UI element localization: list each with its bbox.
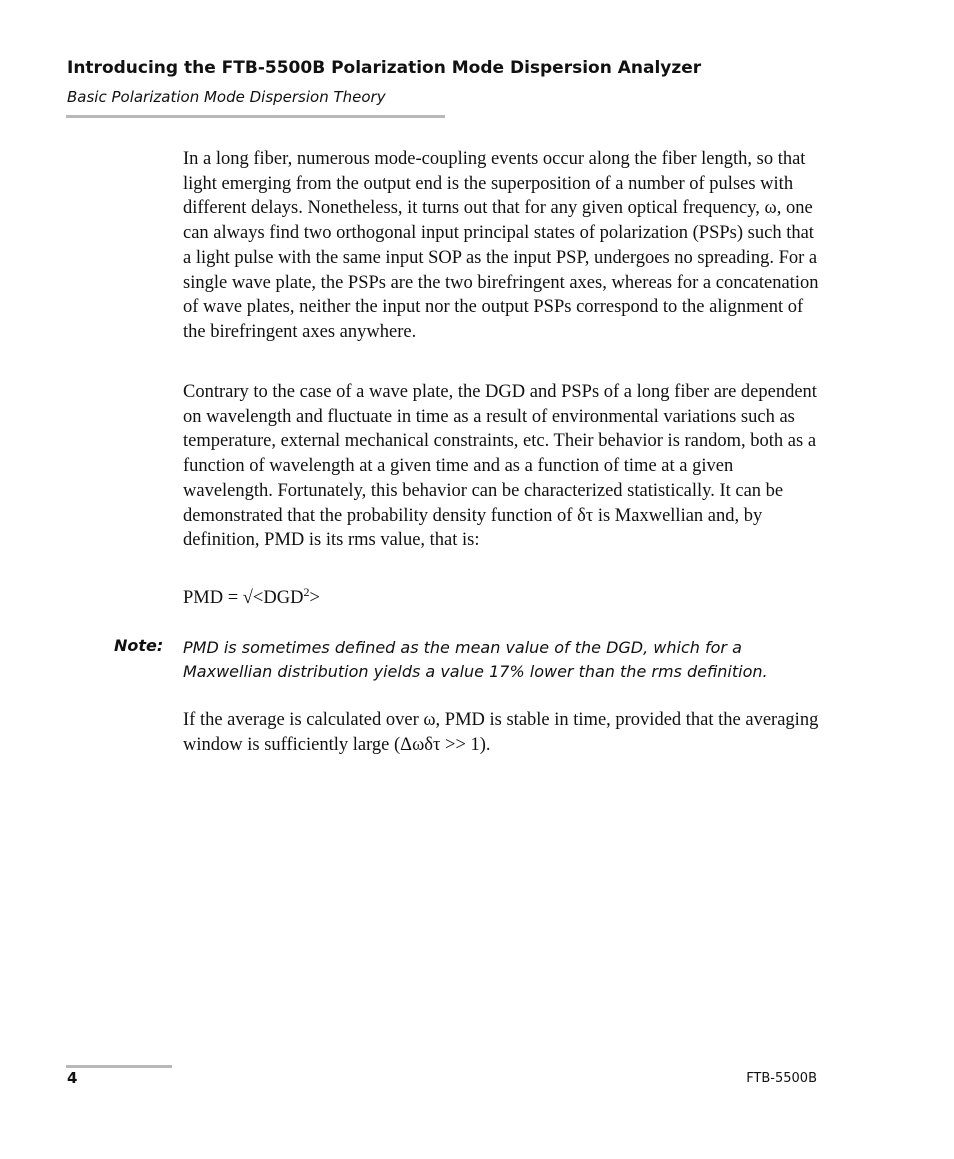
formula-end: > [309, 588, 320, 608]
paragraph-text: Contrary to the case of a wave plate, the DGD and PSPs of a long fiber are dependent on wavelength and fluctuate in time as a result of environmental variations such as temperature, external mechanical constraints, etc. Their behavior is random, both as a function of wavelength at a given time and as a function of time at a given wavelength. Fortunately, this behavior can be characterized statistically. It can be demonstrated that the probability density function of δτ is Maxwellian and, by definition, PMD is its rms value, that is: [183, 382, 817, 551]
note-text: PMD is sometimes defined as the mean value of the DGD, which for a Maxwellian distribution yields a value 17% lower than the rms definition. [183, 638, 768, 681]
body-paragraph-1 [183, 147, 823, 345]
formula-exponent: 2 [303, 585, 310, 599]
note-label: Note: [114, 636, 164, 655]
page-header-subtitle: Basic Polarization Mode Dispersion Theory [67, 88, 386, 106]
page-number: 4 [67, 1069, 78, 1087]
formula-main: PMD = √<DGD [183, 588, 304, 608]
paragraph-text: In a long fiber, numerous mode-coupling events occur along the fiber length, so that light emerging from the output end is the superposition of a number of pulses with different delays. Nonetheless, it turns out that for any given optical frequency, ω, one can always find two orthogonal input principal states of polarization (PSPs) such that a light pulse with the same input SOP as the input PSP, undergoes no spreading. For a single wave plate, the PSPs are the two birefringent axes, whereas for a concatenation of wave plates, neither the input nor the output PSPs correspond to the alignment of the birefringent axes anywhere. [183, 149, 819, 342]
footer-product-name: FTB-5500B [746, 1071, 817, 1086]
header-divider [66, 115, 445, 118]
body-paragraph-2 [183, 380, 823, 553]
page-header-title: Introducing the FTB-5500B Polarization Mode Dispersion Analyzer [67, 58, 702, 78]
paragraph-text: If the average is calculated over ω, PMD is stable in time, provided that the averaging window is sufficiently large (Δωδτ >> 1). [183, 710, 819, 755]
pmd-formula [183, 586, 823, 611]
body-paragraph-3 [183, 708, 823, 757]
footer-divider [66, 1065, 172, 1068]
